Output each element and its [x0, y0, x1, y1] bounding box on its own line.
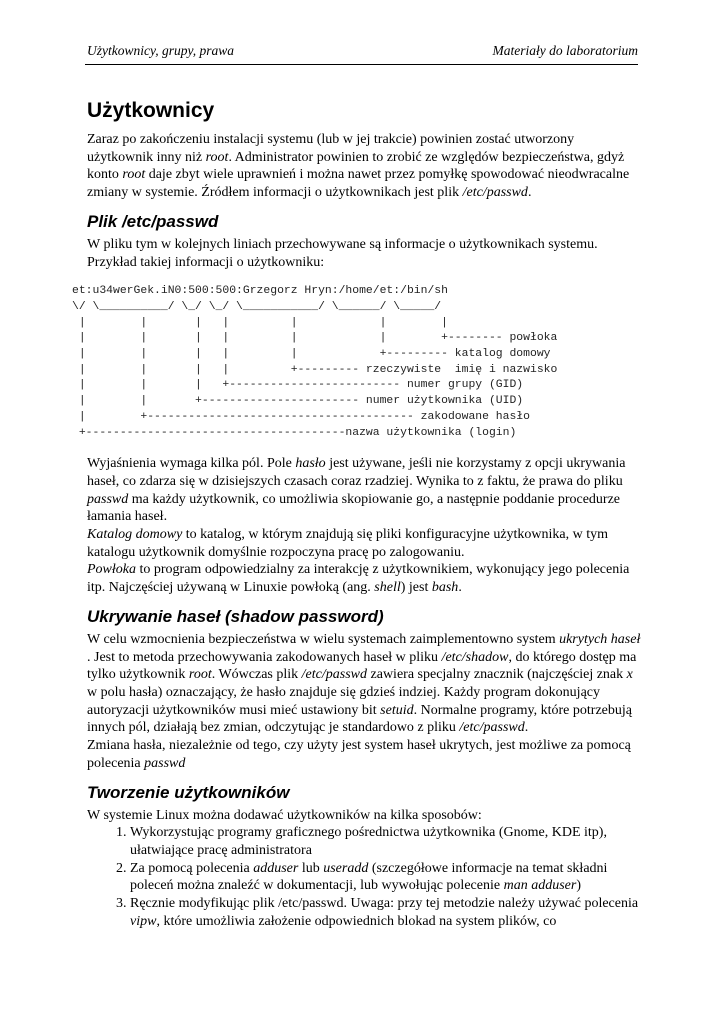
create-paragraph: W systemie Linux można dodawać użytkowników na kilka sposobów:	[87, 807, 482, 823]
italic-term: man adduser	[503, 878, 577, 894]
italic-term: x	[626, 667, 633, 683]
text-run: .	[524, 720, 529, 736]
italic-term: setuid	[380, 702, 414, 718]
italic-term: root	[205, 149, 229, 165]
italic-term: useradd	[323, 860, 369, 876]
diagram-line: | | | | | +--------- katalog domowy	[72, 348, 551, 361]
list-item	[130, 824, 642, 859]
diagram-line: | | +----------------------- numer użytkownika (UID)	[72, 395, 524, 408]
italic-term: root	[122, 167, 146, 183]
header-left: Użytkownicy, grupy, prawa	[87, 43, 234, 58]
intro-paragraph	[87, 131, 642, 202]
text-run: Za pomocą polecenia	[130, 860, 254, 876]
text-run: daje zbyt wiele uprawnień i można nawet przez pomyłkę spowodować nieodwracalne zmiany w systemie. Źródłem informacji o użytkownikach jest plik	[87, 167, 630, 201]
diagram-line: +--------------------------------------nazwa użytkownika (login)	[72, 426, 517, 439]
italic-term: Katalog domowy	[87, 527, 183, 543]
header-divider	[85, 64, 638, 65]
italic-term: Powłoka	[87, 562, 136, 578]
page-content	[72, 97, 642, 930]
diagram-line: | | | | | | |	[72, 316, 448, 329]
text-run: Ręcznie modyfikując plik /etc/passwd. Uwaga: przy tej metodzie należy używać polecenia	[130, 896, 639, 912]
passwd-paragraph: W pliku tym w kolejnych liniach przechowywane są informacje o użytkownikach systemu. Przykład takiej informacji o użytkowniku:	[87, 236, 598, 270]
text-run: w polu hasła) oznaczający, że hasło znajduje się gdzieś indziej. Każdy program dokonujący autoryzacji użytkowników musi mieć ustawiony bit	[87, 684, 601, 718]
text-run: . Wówczas plik	[211, 667, 302, 683]
page-title: Użytkownicy	[87, 99, 215, 122]
italic-term: /etc/shadow	[441, 649, 509, 665]
italic-term: passwd	[144, 755, 186, 771]
page-header	[85, 40, 638, 62]
text-run: . Administrator powinien to zrobić ze względów bezpieczeństwa, gdyż konto	[87, 149, 625, 183]
section-heading-create: Tworzenie użytkowników	[87, 782, 290, 802]
italic-term: root	[188, 667, 212, 683]
text-run: ) jest	[400, 580, 432, 596]
italic-term: /etc/passwd	[459, 720, 525, 736]
italic-term: adduser	[253, 860, 299, 876]
list-item	[130, 860, 642, 895]
text-run: jest używane, jeśli nie korzystamy z opcji ukrywania haseł, co zdarza się w dzisiejszych czasach coraz rzadziej. Wynika to z faktu, że prawa do pliku	[87, 456, 626, 489]
list-item	[130, 895, 642, 930]
text-run: Wykorzystując programy graficznego pośrednictwa użytkownika (Gnome, KDE itp), ułatwiające pracę administratora	[130, 825, 607, 858]
text-run: .	[458, 580, 462, 596]
text-run: Zmiana hasła, niezależnie od tego, czy użyty jest system haseł ukrytych, jest możliwe za pomocą polecenia	[87, 738, 631, 771]
text-run: to program odpowiedzialny za interakcję z użytkownikiem, wykonujący jego polecenia itp. Najczęściej używaną w Linuxie powłoką (ang.	[87, 562, 630, 596]
section-heading-shadow: Ukrywanie haseł (shadow password)	[87, 606, 384, 626]
italic-term: ukrytych haseł	[559, 631, 641, 647]
text-run: ma każdy użytkownik, co umożliwia skopiowanie go, a następnie poddanie procedurze łamania haseł.	[87, 491, 621, 525]
passwd-explanation	[87, 455, 642, 597]
italic-term: passwd	[87, 491, 129, 507]
text-run: , do którego dostęp ma tylko użytkownik	[87, 649, 637, 683]
italic-term: hasło	[295, 456, 326, 472]
text-run: lub	[298, 860, 324, 876]
italic-term: /etc/passwd	[462, 185, 528, 201]
shadow-paragraph	[87, 631, 642, 773]
italic-term: shell	[374, 580, 401, 596]
diagram-line: \/ \__________/ \_/ \_/ \___________/ \______/ \_____/	[72, 300, 442, 313]
text-run: Wyjaśnienia wymaga kilka pól. Pole	[87, 456, 296, 472]
text-run: (szczegółowe informacje na temat składni poleceń można znaleźć w dokumentacji, lub wywołując polecenie	[130, 860, 608, 894]
section-heading-passwd: Plik /etc/passwd	[87, 211, 219, 231]
text-run: zawiera specjalny znacznik (najczęściej znak	[367, 667, 627, 683]
passwd-field-diagram	[72, 284, 642, 441]
italic-term: /etc/passwd	[301, 667, 368, 683]
italic-term: vipw	[130, 913, 157, 929]
diagram-line: et:u34werGek.iN0:500:500:Grzegorz Hryn:/home/et:/bin/sh	[72, 285, 448, 298]
text-run: )	[576, 878, 581, 894]
text-run: . Jest to metoda przechowywania zakodowanych haseł w pliku	[87, 649, 442, 665]
header-right: Materiały do laboratorium	[492, 43, 638, 58]
text-run: to katalog, w którym znajdują się pliki konfiguracyjne użytkownika, w tym katalogu użytkownik domyślnie rozpoczyna pracę po zalogowaniu.	[87, 527, 609, 560]
diagram-line: | +--------------------------------------- zakodowane hasło	[72, 410, 530, 423]
diagram-line: | | | | | | +-------- powłoka	[72, 332, 558, 345]
text-run: W celu wzmocnienia bezpieczeństwa w wielu systemach zaimplementowno system	[87, 631, 560, 647]
diagram-line: | | | +------------------------- numer grupy (GID)	[72, 379, 524, 392]
text-run: , które umożliwia założenie odpowiednich blokad na system plików, co	[156, 913, 557, 929]
italic-term: bash	[431, 580, 459, 596]
text-run: .	[527, 185, 532, 201]
text-run: . Normalne programy, które potrzebują innych pól, działają bez zmian, odczytując je standardowo z pliku	[87, 702, 632, 736]
diagram-line: | | | | +--------- rzeczywiste imię i nazwisko	[72, 363, 558, 376]
text-run: Zaraz po zakończeniu instalacji systemu (lub w jej trakcie) powinien zostać utworzony użytkownik inny niż	[87, 132, 575, 165]
create-methods-list	[87, 824, 642, 930]
